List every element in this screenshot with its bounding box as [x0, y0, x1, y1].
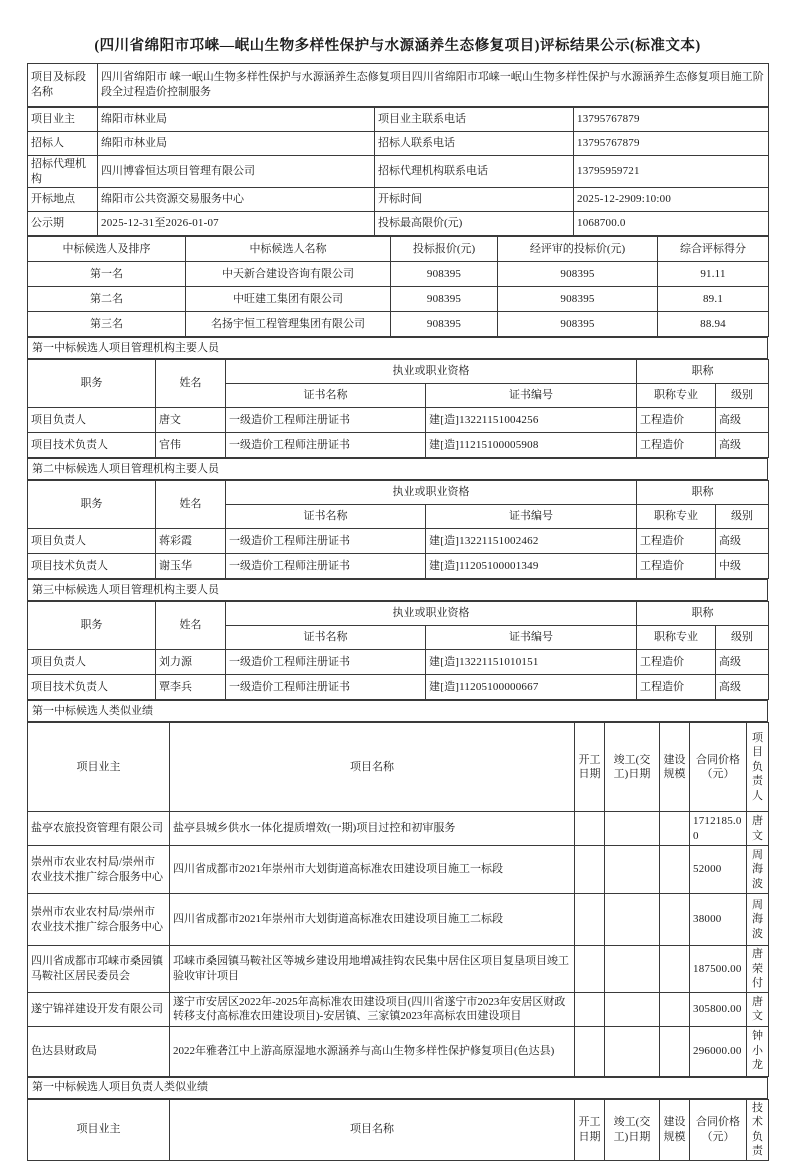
personnel-row [28, 408, 769, 433]
achv-start [575, 946, 605, 993]
personnel-row [28, 433, 769, 458]
person-cert-no: 建[造]11205100001349 [426, 554, 637, 579]
project-name-table [27, 63, 769, 107]
candidate-name: 中天新合建设咨询有限公司 [186, 262, 391, 287]
achv-project: 2022年雅砻江中上游高原湿地水源涵养与高山生物多样性保护修复项目(色达县) [170, 1026, 575, 1076]
achievement-row [28, 894, 769, 946]
candidate-bid: 908395 [391, 312, 498, 337]
achv-price: 305800.00 [690, 992, 747, 1026]
achv-project: 遂宁市安居区2022年-2025年高标准农田建设项目(四川省遂宁市2023年安居区财政转移支付高标准农田建设项目)-安居镇、三家镇2023年高标农田建设项目 [170, 992, 575, 1026]
achievements-table [27, 722, 769, 1077]
achv-scale [660, 812, 690, 846]
info-value: 13795767879 [574, 132, 769, 156]
candidate-bid: 908395 [391, 262, 498, 287]
achv-scale [660, 992, 690, 1026]
candidate-evaluated: 908395 [498, 287, 658, 312]
col-header-owner: 项目业主 [28, 1099, 170, 1160]
section-band [27, 458, 768, 480]
candidate-table [27, 236, 769, 337]
person-level: 中级 [716, 554, 769, 579]
candidate-header-row [28, 237, 769, 262]
person-level: 高级 [716, 675, 769, 700]
achv-leader: 周海波 [747, 846, 769, 894]
candidate-row [28, 262, 769, 287]
section-band-label: 第三中标候选人项目管理机构主要人员 [28, 580, 768, 601]
col-header-title-group: 职称 [637, 602, 769, 626]
person-name: 谢玉华 [156, 554, 226, 579]
achv-project: 四川省成都市2021年崇州市大划街道高标准农田建设项目施工二标段 [170, 894, 575, 946]
achv-owner: 遂宁锦祥建设开发有限公司 [28, 992, 170, 1026]
candidate-row [28, 312, 769, 337]
candidate-rank: 第三名 [28, 312, 186, 337]
candidate-evaluated: 908395 [498, 262, 658, 287]
info-value: 13795959721 [574, 156, 769, 188]
col-header-title-group: 职称 [637, 360, 769, 384]
info-value: 2025-12-31至2026-01-07 [98, 212, 375, 236]
project-name-row [28, 64, 769, 107]
achv-project: 盐亭县城乡供水一体化提质增效(一期)项目过控和初审服务 [170, 812, 575, 846]
person-cert-name: 一级造价工程师注册证书 [226, 554, 426, 579]
achv-finish [605, 846, 660, 894]
info-label: 投标最高限价(元) [375, 212, 574, 236]
section-band [27, 579, 768, 601]
section-band-label: 第一中标候选人类似业绩 [28, 701, 768, 722]
person-role: 项目负责人 [28, 529, 156, 554]
achievement-row [28, 812, 769, 846]
achv-leader: 周海波 [747, 894, 769, 946]
info-row-publicity [28, 212, 769, 236]
col-header-person-name: 姓名 [156, 602, 226, 650]
achv-price: 52000 [690, 846, 747, 894]
page-title: (四川省绵阳市邛崃—岷山生物多样性保护与水源涵养生态修复项目)评标结果公示(标准文本) [94, 38, 701, 54]
col-header-scale: 建设规模 [660, 1099, 690, 1160]
col-header-bid: 投标报价(元) [391, 237, 498, 262]
achv-owner: 盐亭农旅投资管理有限公司 [28, 812, 170, 846]
col-header-project: 项目名称 [170, 1099, 575, 1160]
col-header-cert-name: 证书名称 [226, 505, 426, 529]
person-name: 官伟 [156, 433, 226, 458]
col-header-level: 级别 [716, 505, 769, 529]
person-major: 工程造价 [637, 433, 716, 458]
achv-start [575, 894, 605, 946]
col-header-major: 职称专业 [637, 626, 716, 650]
project-name-value: 四川省绵阳市 崃一岷山生物多样性保护与水源涵养生态修复项目四川省绵阳市邛崃一岷山生物多样性保护与水源涵养生态修复项目施工阶段全过程造价控制服务 [98, 64, 769, 107]
col-header-scale: 建设规模 [660, 723, 690, 812]
info-value: 绵阳市林业局 [98, 108, 375, 132]
info-row-owner [28, 108, 769, 132]
person-role: 项目技术负责人 [28, 675, 156, 700]
info-label: 招标人联系电话 [375, 132, 574, 156]
col-header-start-date: 开工日期 [575, 1099, 605, 1160]
person-cert-name: 一级造价工程师注册证书 [226, 675, 426, 700]
section-band-label: 第二中标候选人项目管理机构主要人员 [28, 459, 768, 480]
candidate-row [28, 287, 769, 312]
project-name-label: 项目及标段名称 [28, 64, 98, 107]
candidate-name: 中旺建工集团有限公司 [186, 287, 391, 312]
info-value: 2025-12-2909:10:00 [574, 188, 769, 212]
achv-finish [605, 1026, 660, 1076]
achv-finish [605, 894, 660, 946]
col-header-finish-date: 竣工(交工)日期 [605, 1099, 660, 1160]
info-label: 招标人 [28, 132, 98, 156]
col-header-finish-date: 竣工(交工)日期 [605, 723, 660, 812]
achievement-row [28, 946, 769, 993]
personnel-header-row-1 [28, 481, 769, 505]
col-header-cert-no: 证书编号 [426, 505, 637, 529]
col-header-person-name: 姓名 [156, 360, 226, 408]
achv-price: 1712185.00 [690, 812, 747, 846]
col-header-qualification-group: 执业或职业资格 [226, 602, 637, 626]
achv-leader: 钟小龙 [747, 1026, 769, 1076]
basic-info-table [27, 107, 769, 236]
bid-result-document [27, 63, 768, 1161]
achv-scale [660, 894, 690, 946]
candidate-score: 89.1 [658, 287, 769, 312]
achv-finish [605, 946, 660, 993]
personnel-table-3 [27, 601, 769, 700]
personnel-row [28, 650, 769, 675]
personnel-table-1 [27, 359, 769, 458]
person-level: 高级 [716, 408, 769, 433]
candidate-evaluated: 908395 [498, 312, 658, 337]
info-value: 13795767879 [574, 108, 769, 132]
candidate-name: 名扬宇恒工程管理集团有限公司 [186, 312, 391, 337]
achievement-row [28, 846, 769, 894]
info-label: 开标地点 [28, 188, 98, 212]
person-role: 项目技术负责人 [28, 433, 156, 458]
person-name: 覃李兵 [156, 675, 226, 700]
col-header-rank: 中标候选人及排序 [28, 237, 186, 262]
achv-scale [660, 946, 690, 993]
person-major: 工程造价 [637, 650, 716, 675]
person-role: 项目负责人 [28, 650, 156, 675]
info-label: 开标时间 [375, 188, 574, 212]
info-value: 绵阳市林业局 [98, 132, 375, 156]
col-header-tech-leader: 技术负责 [747, 1099, 769, 1160]
col-header-major: 职称专业 [637, 384, 716, 408]
achv-finish [605, 992, 660, 1026]
col-header-cert-name: 证书名称 [226, 384, 426, 408]
person-cert-name: 一级造价工程师注册证书 [226, 433, 426, 458]
info-row-agency [28, 156, 769, 188]
col-header-project: 项目名称 [170, 723, 575, 812]
achv-leader: 唐文 [747, 812, 769, 846]
person-major: 工程造价 [637, 675, 716, 700]
col-header-person-name: 姓名 [156, 481, 226, 529]
achv-start [575, 846, 605, 894]
person-cert-no: 建[造]11215100005908 [426, 433, 637, 458]
achv-price: 38000 [690, 894, 747, 946]
person-name: 刘力源 [156, 650, 226, 675]
col-header-role: 职务 [28, 481, 156, 529]
achievement-row [28, 992, 769, 1026]
achv-owner: 崇州市农业农村局/崇州市农业技术推广综合服务中心 [28, 894, 170, 946]
achv-leader: 唐荣付 [747, 946, 769, 993]
achv-scale [660, 1026, 690, 1076]
col-header-cert-name: 证书名称 [226, 626, 426, 650]
section-band-label: 第一中标候选人项目管理机构主要人员 [28, 338, 768, 359]
personnel-row [28, 554, 769, 579]
achievement-row [28, 1026, 769, 1076]
candidate-rank: 第一名 [28, 262, 186, 287]
info-label: 公示期 [28, 212, 98, 236]
person-major: 工程造价 [637, 408, 716, 433]
section-band [27, 337, 768, 359]
person-role: 项目负责人 [28, 408, 156, 433]
col-header-qualification-group: 执业或职业资格 [226, 481, 637, 505]
person-level: 高级 [716, 433, 769, 458]
col-header-title-group: 职称 [637, 481, 769, 505]
achv-finish [605, 812, 660, 846]
col-header-leader: 项目负责人 [747, 723, 769, 812]
person-major: 工程造价 [637, 554, 716, 579]
info-label: 项目业主 [28, 108, 98, 132]
person-cert-no: 建[造]11205100000667 [426, 675, 637, 700]
achv-owner: 崇州市农业农村局/崇州市农业技术推广综合服务中心 [28, 846, 170, 894]
achv-price: 296000.00 [690, 1026, 747, 1076]
col-header-level: 级别 [716, 626, 769, 650]
col-header-major: 职称专业 [637, 505, 716, 529]
achv-project: 邛崃市桑园镇马鞍社区等城乡建设用地增减挂钩农民集中居住区项目复垦项目竣工验收审计项目 [170, 946, 575, 993]
col-header-evaluated: 经评审的投标价(元) [498, 237, 658, 262]
personnel-row [28, 675, 769, 700]
section-band [27, 700, 768, 722]
person-level: 高级 [716, 650, 769, 675]
leader-achievements-header-row [28, 1099, 769, 1160]
candidate-score: 88.94 [658, 312, 769, 337]
candidate-bid: 908395 [391, 287, 498, 312]
col-header-price: 合同价格（元） [690, 1099, 747, 1160]
info-label: 招标代理机构联系电话 [375, 156, 574, 188]
person-major: 工程造价 [637, 529, 716, 554]
col-header-level: 级别 [716, 384, 769, 408]
achv-scale [660, 846, 690, 894]
person-cert-name: 一级造价工程师注册证书 [226, 529, 426, 554]
achv-owner: 四川省成都市邛崃市桑园镇马鞍社区居民委员会 [28, 946, 170, 993]
person-name: 唐文 [156, 408, 226, 433]
person-name: 蒋彩霞 [156, 529, 226, 554]
achv-start [575, 992, 605, 1026]
col-header-owner: 项目业主 [28, 723, 170, 812]
achv-price: 187500.00 [690, 946, 747, 993]
person-cert-name: 一级造价工程师注册证书 [226, 650, 426, 675]
achv-start [575, 1026, 605, 1076]
personnel-table-2 [27, 480, 769, 579]
info-row-tenderee [28, 132, 769, 156]
personnel-header-row-1 [28, 360, 769, 384]
achv-leader: 唐文 [747, 992, 769, 1026]
person-cert-no: 建[造]13221151002462 [426, 529, 637, 554]
personnel-header-row-1 [28, 602, 769, 626]
info-label: 项目业主联系电话 [375, 108, 574, 132]
col-header-start-date: 开工日期 [575, 723, 605, 812]
col-header-price: 合同价格（元） [690, 723, 747, 812]
person-cert-no: 建[造]13221151004256 [426, 408, 637, 433]
col-header-cert-no: 证书编号 [426, 626, 637, 650]
achv-start [575, 812, 605, 846]
col-header-qualification-group: 执业或职业资格 [226, 360, 637, 384]
info-value: 绵阳市公共资源交易服务中心 [98, 188, 375, 212]
col-header-name: 中标候选人名称 [186, 237, 391, 262]
achv-owner: 色达县财政局 [28, 1026, 170, 1076]
col-header-score: 综合评标得分 [658, 237, 769, 262]
col-header-cert-no: 证书编号 [426, 384, 637, 408]
candidate-rank: 第二名 [28, 287, 186, 312]
section-band-label: 第一中标候选人项目负责人类似业绩 [28, 1077, 768, 1098]
person-role: 项目技术负责人 [28, 554, 156, 579]
section-band [27, 1077, 768, 1099]
info-row-opening [28, 188, 769, 212]
info-value: 四川博睿恒达项目管理有限公司 [98, 156, 375, 188]
leader-achievements-table [27, 1099, 769, 1161]
achv-project: 四川省成都市2021年崇州市大划街道高标准农田建设项目施工一标段 [170, 846, 575, 894]
person-cert-name: 一级造价工程师注册证书 [226, 408, 426, 433]
person-cert-no: 建[造]13221151010151 [426, 650, 637, 675]
achievements-header-row [28, 723, 769, 812]
person-level: 高级 [716, 529, 769, 554]
info-value: 1068700.0 [574, 212, 769, 236]
candidate-score: 91.11 [658, 262, 769, 287]
col-header-role: 职务 [28, 360, 156, 408]
info-label: 招标代理机构 [28, 156, 98, 188]
col-header-role: 职务 [28, 602, 156, 650]
personnel-row [28, 529, 769, 554]
